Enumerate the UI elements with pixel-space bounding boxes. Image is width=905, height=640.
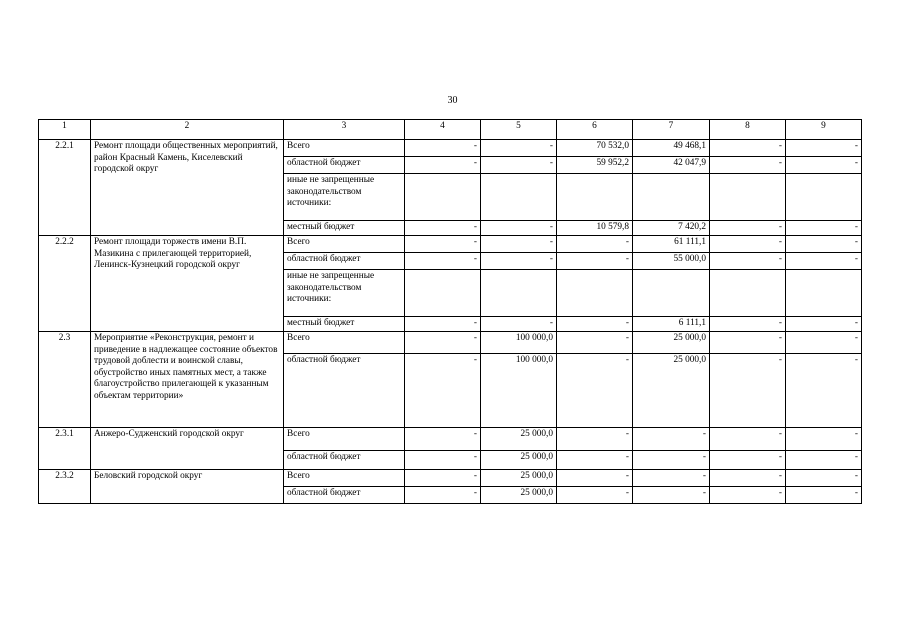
value-cell: - bbox=[481, 253, 557, 270]
value-cell bbox=[557, 174, 633, 221]
column-header: 3 bbox=[284, 120, 405, 140]
value-cell: 10 579,8 bbox=[557, 221, 633, 236]
value-cell: - bbox=[481, 140, 557, 157]
value-cell: - bbox=[633, 487, 710, 504]
value-cell: 25 000,0 bbox=[481, 451, 557, 470]
value-cell: - bbox=[786, 317, 862, 332]
item-code: 2.3.2 bbox=[39, 470, 91, 504]
value-cell: - bbox=[786, 236, 862, 253]
column-header: 5 bbox=[481, 120, 557, 140]
value-cell bbox=[710, 174, 786, 221]
value-cell: - bbox=[481, 317, 557, 332]
value-cell: - bbox=[405, 317, 481, 332]
item-description: Анжеро-Судженский городской округ bbox=[91, 428, 284, 470]
value-cell: - bbox=[786, 451, 862, 470]
value-cell: - bbox=[405, 140, 481, 157]
funding-source: областной бюджет bbox=[284, 451, 405, 470]
column-header: 1 bbox=[39, 120, 91, 140]
column-header: 6 bbox=[557, 120, 633, 140]
table-row bbox=[39, 428, 862, 451]
value-cell: 49 468,1 bbox=[633, 140, 710, 157]
value-cell: - bbox=[710, 157, 786, 174]
value-cell: - bbox=[405, 470, 481, 487]
value-cell: - bbox=[405, 221, 481, 236]
value-cell: 25 000,0 bbox=[481, 470, 557, 487]
value-cell: 25 000,0 bbox=[633, 354, 710, 428]
value-cell: - bbox=[786, 140, 862, 157]
value-cell bbox=[633, 174, 710, 221]
item-code: 2.2.1 bbox=[39, 140, 91, 236]
column-header: 8 bbox=[710, 120, 786, 140]
item-code: 2.3.1 bbox=[39, 428, 91, 470]
value-cell: - bbox=[405, 451, 481, 470]
funding-source: Всего bbox=[284, 332, 405, 354]
value-cell: 25 000,0 bbox=[481, 428, 557, 451]
value-cell: - bbox=[710, 236, 786, 253]
value-cell: - bbox=[557, 253, 633, 270]
funding-source: иные не запрещенные законодательством источники: bbox=[284, 174, 405, 221]
table-row bbox=[39, 332, 862, 354]
value-cell: - bbox=[786, 221, 862, 236]
funding-source: областной бюджет bbox=[284, 354, 405, 428]
funding-source: областной бюджет bbox=[284, 157, 405, 174]
value-cell: - bbox=[557, 332, 633, 354]
value-cell bbox=[481, 270, 557, 317]
item-description: Ремонт площади торжеств имени В.П. Мазикина с прилегающей территорией, Ленинск-Кузнецкий городской округ bbox=[91, 236, 284, 332]
value-cell: - bbox=[786, 253, 862, 270]
value-cell: 100 000,0 bbox=[481, 332, 557, 354]
value-cell: - bbox=[710, 428, 786, 451]
value-cell bbox=[405, 270, 481, 317]
value-cell: - bbox=[786, 470, 862, 487]
value-cell bbox=[481, 174, 557, 221]
value-cell: - bbox=[633, 470, 710, 487]
table-row bbox=[39, 236, 862, 253]
value-cell: - bbox=[710, 487, 786, 504]
value-cell: - bbox=[786, 428, 862, 451]
value-cell: - bbox=[557, 236, 633, 253]
value-cell: - bbox=[633, 428, 710, 451]
column-header: 9 bbox=[786, 120, 862, 140]
column-header: 4 bbox=[405, 120, 481, 140]
value-cell: 100 000,0 bbox=[481, 354, 557, 428]
value-cell: - bbox=[405, 236, 481, 253]
value-cell: 7 420,2 bbox=[633, 221, 710, 236]
value-cell: - bbox=[557, 354, 633, 428]
value-cell: - bbox=[405, 332, 481, 354]
budget-table bbox=[38, 119, 862, 504]
value-cell: - bbox=[405, 487, 481, 504]
value-cell bbox=[786, 174, 862, 221]
value-cell: - bbox=[786, 487, 862, 504]
value-cell: - bbox=[710, 253, 786, 270]
item-description: Ремонт площади общественных мероприятий, район Красный Камень, Киселевский городской округ bbox=[91, 140, 284, 236]
table-row bbox=[39, 470, 862, 487]
value-cell: - bbox=[786, 332, 862, 354]
value-cell: - bbox=[557, 428, 633, 451]
value-cell: - bbox=[710, 140, 786, 157]
column-header: 2 bbox=[91, 120, 284, 140]
value-cell: 59 952,2 bbox=[557, 157, 633, 174]
item-code: 2.2.2 bbox=[39, 236, 91, 332]
value-cell: 42 047,9 bbox=[633, 157, 710, 174]
value-cell: - bbox=[557, 470, 633, 487]
value-cell: 55 000,0 bbox=[633, 253, 710, 270]
value-cell: - bbox=[405, 428, 481, 451]
value-cell: - bbox=[557, 451, 633, 470]
column-header: 7 bbox=[633, 120, 710, 140]
funding-source: местный бюджет bbox=[284, 317, 405, 332]
value-cell: - bbox=[710, 317, 786, 332]
value-cell: - bbox=[710, 332, 786, 354]
funding-source: Всего bbox=[284, 140, 405, 157]
value-cell: - bbox=[710, 451, 786, 470]
value-cell: - bbox=[710, 221, 786, 236]
value-cell bbox=[710, 270, 786, 317]
value-cell: - bbox=[633, 451, 710, 470]
value-cell: - bbox=[405, 253, 481, 270]
value-cell: - bbox=[557, 487, 633, 504]
funding-source: иные не запрещенные законодательством источники: bbox=[284, 270, 405, 317]
value-cell: - bbox=[710, 354, 786, 428]
value-cell bbox=[557, 270, 633, 317]
item-code: 2.3 bbox=[39, 332, 91, 428]
funding-source: местный бюджет bbox=[284, 221, 405, 236]
value-cell: - bbox=[710, 470, 786, 487]
funding-source: Всего bbox=[284, 470, 405, 487]
value-cell: - bbox=[786, 157, 862, 174]
value-cell bbox=[633, 270, 710, 317]
item-description: Мероприятие «Реконструкция, ремонт и приведение в надлежащее состояние объектов трудовой доблести и воинской славы, обустройство иных памятных мест, а также благоустройство прилегающей к указанным объектам территории» bbox=[91, 332, 284, 428]
value-cell: - bbox=[786, 354, 862, 428]
value-cell: 25 000,0 bbox=[633, 332, 710, 354]
value-cell: 61 111,1 bbox=[633, 236, 710, 253]
table-header-row bbox=[39, 120, 862, 140]
item-description: Беловский городской округ bbox=[91, 470, 284, 504]
value-cell: - bbox=[481, 157, 557, 174]
value-cell: - bbox=[405, 157, 481, 174]
value-cell: 25 000,0 bbox=[481, 487, 557, 504]
value-cell: - bbox=[481, 221, 557, 236]
page-number: 30 bbox=[447, 95, 458, 106]
value-cell: 6 111,1 bbox=[633, 317, 710, 332]
funding-source: Всего bbox=[284, 428, 405, 451]
funding-source: областной бюджет bbox=[284, 253, 405, 270]
table-row bbox=[39, 140, 862, 157]
value-cell: - bbox=[481, 236, 557, 253]
value-cell bbox=[786, 270, 862, 317]
value-cell bbox=[405, 174, 481, 221]
value-cell: - bbox=[557, 317, 633, 332]
funding-source: Всего bbox=[284, 236, 405, 253]
funding-source: областной бюджет bbox=[284, 487, 405, 504]
value-cell: 70 532,0 bbox=[557, 140, 633, 157]
value-cell: - bbox=[405, 354, 481, 428]
